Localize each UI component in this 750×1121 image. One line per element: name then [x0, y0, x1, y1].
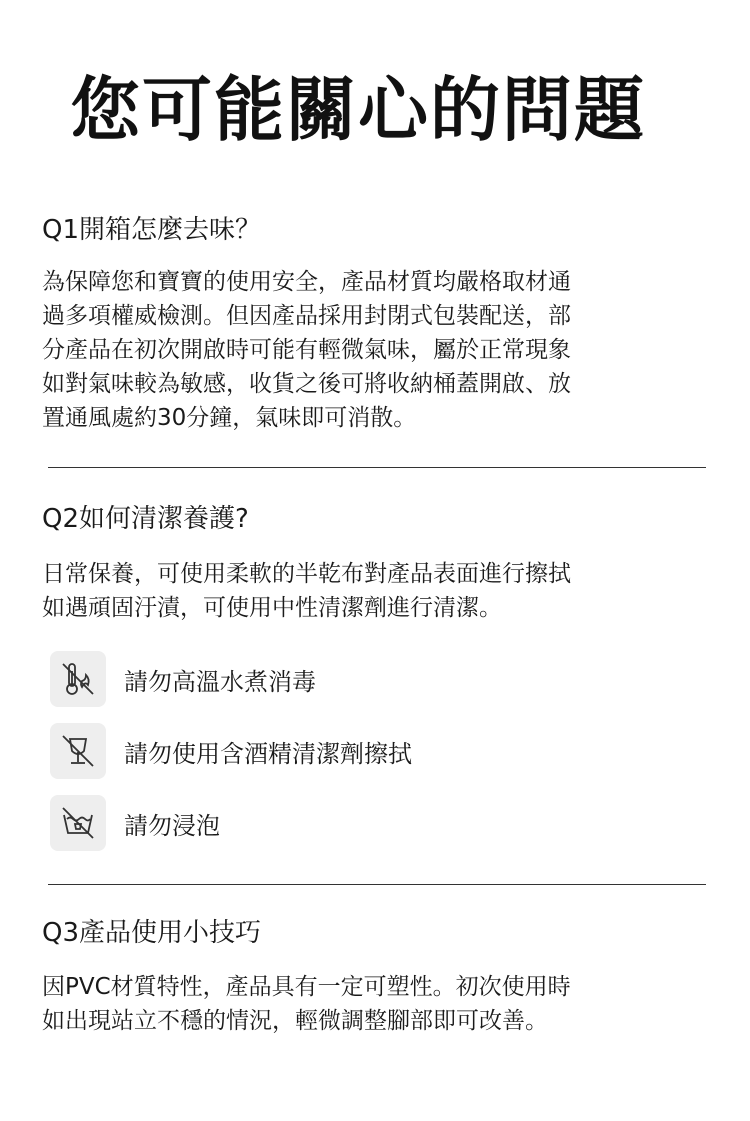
care-label-no-alcohol: 請勿使用含酒精清潔劑擦拭 — [124, 739, 412, 768]
no-alcohol-cleaner-icon — [50, 723, 106, 779]
q1-line-5: 置通風處約30分鐘，氣味即可消散。 — [42, 405, 417, 431]
q1-line-1: 為保障您和寶寶的使用安全，產品材質均嚴格取材通 — [42, 269, 571, 295]
q1-line-2: 過多項權威檢測。但因產品採用封閉式包裝配送，部 — [42, 303, 571, 329]
q3-heading: Q3產品使用小技巧 — [42, 918, 262, 948]
q1-heading: Q1開箱怎麼去味？ — [42, 215, 262, 245]
divider-1 — [48, 467, 706, 468]
no-soak-icon — [50, 795, 106, 851]
care-item-no-alcohol — [50, 723, 550, 779]
q1-answer — [42, 265, 571, 435]
care-label-no-soak: 請勿浸泡 — [124, 811, 220, 840]
q2-line-1: 日常保養，可使用柔軟的半乾布對產品表面進行擦拭 — [42, 561, 571, 587]
q3-line-1: 因PVC材質特性，產品具有一定可塑性。初次使用時 — [42, 974, 571, 1000]
q2-line-2: 如遇頑固汙漬，可使用中性清潔劑進行清潔。 — [42, 595, 502, 621]
care-item-no-soak — [50, 795, 550, 851]
no-boil-sterilize-icon — [50, 651, 106, 707]
q3-line-2: 如出現站立不穩的情況，輕微調整腳部即可改善。 — [42, 1008, 548, 1034]
page-title: 您可能關心的問題 — [70, 69, 646, 151]
q3-answer — [42, 970, 571, 1038]
q1-line-3: 分產品在初次開啟時可能有輕微氣味，屬於正常現象 — [42, 337, 571, 363]
care-label-no-boil: 請勿高溫水煮消毒 — [124, 667, 316, 696]
q1-line-4: 如對氣味較為敏感，收貨之後可將收納桶蓋開啟、放 — [42, 371, 571, 397]
q2-heading: Q2如何清潔養護? — [42, 504, 249, 534]
divider-2 — [48, 884, 706, 885]
q2-answer — [42, 557, 571, 625]
care-item-no-boil — [50, 651, 550, 707]
